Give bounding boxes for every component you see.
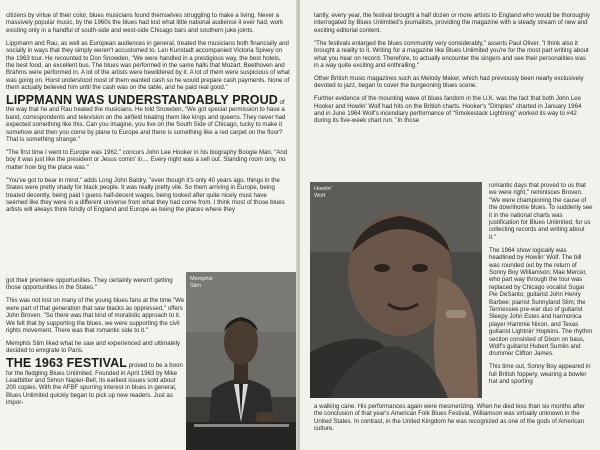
- lippmann-body: of the way that he and Rau treated the musicians. He told Snowden, "We got special permission to have a band, correspondents and television on the airfield treating them like kings and queens. They never had expected something like this. Can you imagine, you live on the South Side of Chicago, lucky to make it somehow and then you come by plane to Europe and there is something like a red carpet on the floor? That is something strange.": [6, 99, 286, 144]
- paragraph-melody-maker: Other British music magazines such as Melody Maker, which had previously been nearly exclusively devoted to jazz, began to cover the burgeoning blues scene.: [314, 74, 584, 90]
- paragraph-festival: [6, 356, 186, 407]
- memphis-slim-illustration: [186, 272, 297, 450]
- howlin-wolf-photo: [310, 182, 482, 398]
- memphis-slim-caption: Memphis Slim: [190, 276, 213, 289]
- lead-in-lippmann: LIPPMANN WAS UNDERSTANDABLY PROUD: [6, 93, 278, 108]
- left-column-narrow: [6, 277, 186, 412]
- howlin-wolf-caption: Howlin' Wolf: [314, 186, 332, 199]
- paragraph-charts: Further evidence of the mounting wave of blues fandom in the U.K. was the fact that both John Lee Hooker and Howlin' Wolf had hits on the British charts. Hooker's "Dimples" charted in January 1964 and in June 1964 Wolf's incendiary performance of "Smokestack Lightning" worked its way to #42 during its five-week chart run. "In those: [314, 95, 582, 125]
- howlin-wolf-illustration: [310, 182, 482, 398]
- paragraph-romantic-days: romantic days that proved to us that we were right," reminisces Broven. "We were championing the cause of the downhome blues. To suddenly see it in the national charts was justification for Blues Unlimited, for us collecting records and writing about it.": [489, 182, 593, 241]
- paragraph-young-fans: This was not lost on many of the young blues fans at the time "We were part of that generation that saw blacks as oppressed," offers John Broven. "So there was that kind of moralistic approach to it. We felt that by supporting the blues, we were supporting the civil rights movement. There was that romantic side to it.": [6, 297, 185, 334]
- paragraph-baldry-top: "You've got to bear in mind," adds Long John Baldry, "even though it's only 40 years ago, things in the States were pretty shady for black people. It was really pretty vile. So them arriving in Europe, being treated decently, being paid I guess half-decent wages, being looked after quite nicely must have seemed like they were in a different universe from what they had come from. I think most of those blues artists will always think fondly of England and Europe as being the places where they: [6, 176, 285, 214]
- festival-body: proved to be a boon for the fledgling Blues Unlimited. Founded in April 1963 by Mike Leadbitter and Simon Napier-Bell, its earliest issues sold about 200 copies. With the AFBF spurring interest in blues in general, Blues Unlimited quickly began to pick up new readers. Just as impor-: [6, 362, 183, 407]
- right-column-side: [489, 182, 593, 386]
- left-column-top: [6, 12, 290, 214]
- left-page: [0, 0, 297, 450]
- paragraph-intro: citizens by virtue of their color, blues musicians found themselves struggling to make a living. Never a massively popular music, by the 1960s the blues had lost what little national audience it ever had, work existing only in a handful of south-side and west-side Chicago bars and southern juke joints.: [6, 12, 284, 34]
- paragraph-rau: Lippmann and Rau, as well as European audiences in general, treated the musicians both financially and socially in ways that they simply weren't accustomed to. Len Kunstadt accompanied Victoria Spivey on the 1963 tour. He recounted to Don Snowden, "We were handled in a prestigious way, the best hotels, the best food, an excellent bus. The blues was performed in the same halls that Mozart, Beethoven and Brahms were performed in. A lot of the artists were bewildered by it. A lot of them were suspicious of what was going on. Horst understood most of them wanted cash so he would prepare cash payments. None of them actually believed him until the cash was on the table, and he paid real good.": [6, 39, 290, 92]
- paragraph-lippmann: [6, 93, 290, 144]
- right-column-bottom: [314, 403, 592, 438]
- paragraph-memphis: Memphis Slim liked what he saw and experienced and ultimately decided to emigrate to Paris.: [6, 339, 181, 355]
- paragraph-1964-show: The 1964 show logically was headlined by Howlin' Wolf. The bill was rounded out by the return of Sonny Boy Williamson; Mae Mercer, who part way through the tour was replaced by Chicago vocalist Sugar Pie DeSanto; guitarist John Henry Barbee; pianist Sunnyland Slim; the Tennessee pre-war duo of guitarist Sleepy John Estes and harmonica player Hammie Nixon, and Texas guitarist Lightnin' Hopkins. The rhythm section consisted of Dixon on bass, Wolf's guitarist Hubert Sumlin and drummer Clifton James.: [489, 246, 593, 358]
- paragraph-tantly: tantly, every year, the festival brought a half dozen or more artists to England who would be thoroughly interrogated by Blues Unlimited's journalists, providing the magazine with a steady stream of new and exciting editorial content.: [314, 12, 590, 34]
- right-column-top: [314, 12, 592, 125]
- paragraph-baldry-end: got their premiere opportunities. They certainly weren't getting those opportunities in the States.": [6, 277, 173, 292]
- paragraph-walking-cane: a walking cane. His performances again were mesmerizing. When he died less than six months after the conclusion of that year's American Folk Blues Festival, Williamson was virtually unknown in the United States. In contrast, in the United Kingdom he was recognized as one of the gods of American culture.: [314, 403, 585, 433]
- paragraph-hooker: "The first time I went to Europe was 1962," concurs John Lee Hooker in his biography Boogie Man. "And boy it was just like the president or Jesus comin' in.... Every night was a sell out. Standing room only, no matter how big the place was.": [6, 149, 288, 171]
- paragraph-oliver: "The festivals enlarged the blues community very considerably," asserts Paul Oliver. "I think also it brought a reality to it. Writing for a magazine like Blues Unlimited you're for the most part writing about what you hear on record. Therefore, to actually encounter the singers and see their personalities was in a way quite exciting and enthralling.": [314, 39, 589, 69]
- lead-in-festival: THE 1963 FESTIVAL: [6, 356, 127, 371]
- right-page: [300, 0, 600, 450]
- paragraph-sonny-boy: This time out, Sonny Boy appeared in full British foppery, wearing a bowler hat and sporting: [489, 363, 591, 386]
- memphis-slim-photo: [186, 272, 297, 450]
